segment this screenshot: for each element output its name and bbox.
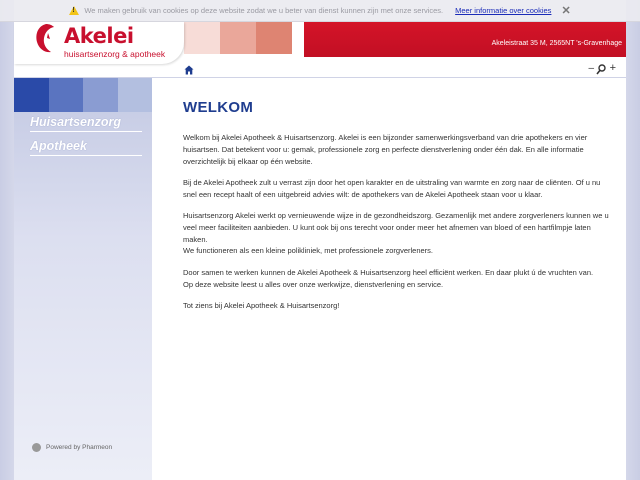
swatch <box>184 22 220 54</box>
zoom-in-button[interactable]: + <box>609 62 616 74</box>
toolbar <box>14 62 626 78</box>
swatch <box>256 22 292 54</box>
header-swatches <box>184 22 292 54</box>
address: Akeleistraat 35 M, 2565NT 's-Gravenhage <box>491 40 622 47</box>
paragraph-huisartsenzorg-text: Huisartsenzorg Akelei werkt op vernieuwende wijze in de gezondheidszorg. Gezamenlijk met andere zorgverleners kunnen we u veel meer faciliteiten aanbieden. U kunt ook bij ons terecht voor onder meer het afnemen van bloed of een hartfilmpje laten maken. <box>183 211 609 244</box>
color-block <box>118 78 153 112</box>
paragraph-samenwerking <box>183 267 613 290</box>
site-header <box>14 22 626 62</box>
paragraph-huisartsenzorg <box>183 210 613 257</box>
home-icon[interactable] <box>184 65 194 75</box>
paragraph-closing: Tot ziens bij Akelei Apotheek & Huisartsenzorg! <box>183 301 340 311</box>
color-block <box>83 78 118 112</box>
header-band <box>304 22 626 57</box>
page-title: WELKOM <box>183 99 254 116</box>
close-icon[interactable]: ✕ <box>561 5 571 17</box>
cookie-info-link[interactable]: Meer informatie over cookies <box>455 6 552 15</box>
swatch <box>220 22 256 54</box>
search-icon[interactable] <box>596 64 606 75</box>
main-content <box>183 96 613 322</box>
sidebar-color-blocks <box>14 78 152 112</box>
logo-name: Akelei <box>64 24 134 48</box>
cookie-message: We maken gebruik van cookies op deze website zodat we u beter van dienst kunnen zijn met onze services. <box>84 6 444 15</box>
paragraph-intro: Welkom bij Akelei Apotheek & Huisartsenzorg. Akelei is een bijzonder samenwerkingsverband van drie apothekers en vier huisartsen. Dat betekent voor u: gemak, professionele zorg en perfecte dienstverlening onder één dak. En alle informatie overzichtelijk bij elkaar op één website. <box>183 133 588 166</box>
sidebar <box>14 78 152 480</box>
paragraph-website-text: Op deze website leest u alles over onze werkwijze, dienstverlening en service. <box>183 279 444 289</box>
cookie-bar <box>0 0 640 22</box>
logo-tagline: huisartsenzorg & apotheek <box>64 49 166 59</box>
color-block <box>49 78 84 112</box>
paragraph-efficient-text: Door samen te werken kunnen de Akelei Apotheek & Huisartsenzorg heel efficiënt werken. En daar plukt ú de vruchten van. <box>183 267 594 277</box>
sidebar-item-huisartsenzorg[interactable]: Huisartsenzorg <box>30 115 142 132</box>
logo[interactable] <box>14 22 184 64</box>
pharmeon-icon <box>32 443 41 452</box>
zoom-out-button[interactable]: – <box>588 63 594 74</box>
flower-logo-icon <box>34 22 58 56</box>
sidebar-item-apotheek[interactable]: Apotheek <box>30 139 142 156</box>
powered-by-label: Powered by Pharmeon <box>46 444 113 451</box>
powered-by[interactable] <box>32 443 112 452</box>
paragraph-apotheek: Bij de Akelei Apotheek zult u verrast zijn door het open karakter en de uitstraling van warmte en zorg naar de cliënten. Of u nu snel een recept haalt of een uitgebreid advies wilt: de apothekers van de Akelei Apotheek staan voor u klaar. <box>183 178 601 199</box>
warning-icon <box>69 6 79 15</box>
paragraph-polikliniek-text: We functioneren als een kleine polikliniek, met professionele zorgverleners. <box>183 246 433 256</box>
color-block <box>14 78 49 112</box>
